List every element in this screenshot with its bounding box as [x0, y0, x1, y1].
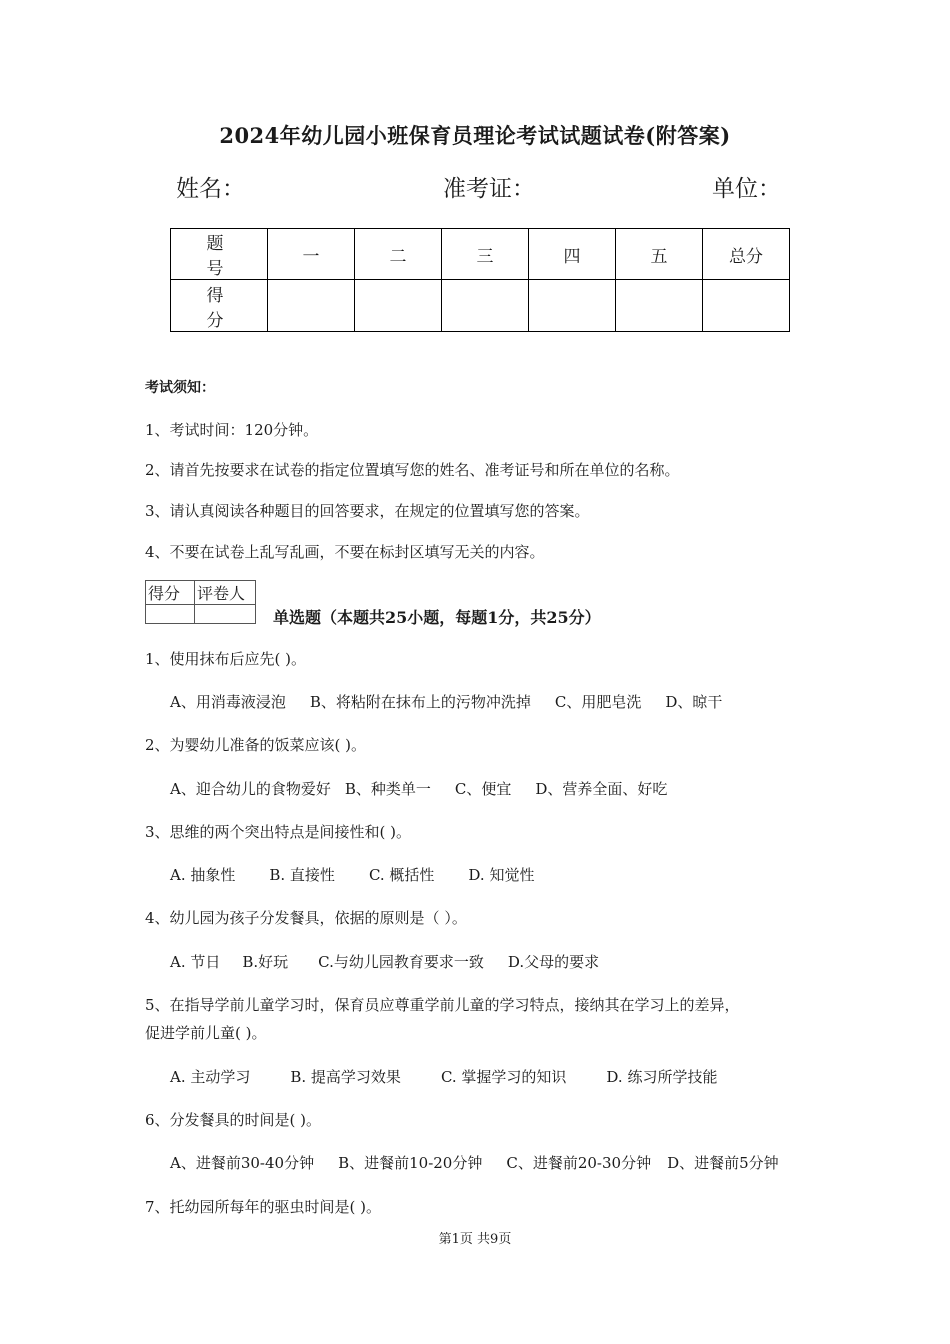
- score-cell[interactable]: [616, 280, 703, 332]
- column-header-total: 总分: [703, 229, 790, 280]
- page-footer: 第1页 共9页: [438, 1232, 512, 1247]
- option: D、营养全面、好吃: [535, 780, 668, 798]
- option: B. 直接性: [269, 866, 335, 884]
- option: A、迎合幼儿的食物爱好: [170, 780, 331, 798]
- notice-title: 考试须知：: [145, 380, 215, 396]
- option: C. 掌握学习的知识: [440, 1068, 567, 1086]
- option: A、进餐前30-40分钟: [170, 1154, 315, 1172]
- question-text: 3、思维的两个突出特点是间接性和( )。: [145, 823, 412, 841]
- question-text: 1、使用抹布后应先( )。: [145, 650, 307, 668]
- grader-score-cell[interactable]: [146, 605, 195, 624]
- score-table: [170, 228, 790, 332]
- options-row: [170, 691, 722, 712]
- option: C. 概括性: [368, 866, 435, 884]
- grader-reviewer-label: 评卷人: [195, 581, 256, 605]
- option: B、种类单一: [344, 780, 431, 798]
- question-text: 6、分发餐具的时间是( )。: [145, 1111, 322, 1129]
- option: B、将粘附在抹布上的污物冲洗掉: [309, 693, 531, 711]
- section-title: 单选题（本题共25小题，每题1分，共25分）: [273, 608, 601, 627]
- option: B、进餐前10-20分钟: [338, 1154, 483, 1172]
- question-number-label: 题 号: [171, 229, 268, 280]
- grader-score-label: 得分: [146, 581, 195, 605]
- page-title: 2024年幼儿园小班保育员理论考试试题试卷(附答案): [219, 123, 731, 148]
- name-field-label: 姓名：: [176, 176, 245, 202]
- option: D. 知觉性: [468, 866, 535, 884]
- grader-reviewer-cell[interactable]: [195, 605, 256, 624]
- options-row: [170, 1066, 717, 1087]
- option: A. 节日: [170, 953, 221, 971]
- column-header: 四: [529, 229, 616, 280]
- option: C、用肥皂洗: [554, 693, 642, 711]
- option: C.与幼儿园教育要求一致: [318, 953, 484, 971]
- notice-item: 1、考试时间：120分钟。: [145, 421, 319, 439]
- unit-field-label: 单位：: [712, 176, 781, 202]
- option: A、用消毒液浸泡: [170, 693, 286, 711]
- option: D.父母的要求: [507, 953, 600, 971]
- option: A. 主动学习: [170, 1068, 251, 1086]
- score-cell[interactable]: [529, 280, 616, 332]
- score-table-score-row: [171, 280, 790, 332]
- options-row: [170, 864, 534, 885]
- options-row: [170, 778, 667, 799]
- score-label: 得 分: [171, 280, 268, 332]
- notice-item: 2、请首先按要求在试卷的指定位置填写您的姓名、准考证号和所在单位的名称。: [145, 461, 680, 479]
- score-cell[interactable]: [268, 280, 355, 332]
- column-header: 二: [355, 229, 442, 280]
- options-row: [170, 951, 599, 972]
- option: D. 练习所学技能: [606, 1068, 718, 1086]
- option: D、晾干: [665, 693, 723, 711]
- column-header: 一: [268, 229, 355, 280]
- option: C、进餐前20-30分钟: [506, 1154, 652, 1172]
- column-header: 三: [442, 229, 529, 280]
- notice-item: 4、不要在试卷上乱写乱画，不要在标封区填写无关的内容。: [145, 543, 545, 561]
- score-table-header-row: [171, 229, 790, 280]
- question-text: 7、托幼园所每年的驱虫时间是( )。: [145, 1198, 382, 1216]
- option: C、便宜: [454, 780, 512, 798]
- option: A. 抽象性: [170, 866, 236, 884]
- question-text: 5、在指导学前儿童学习时，保育员应尊重学前儿童的学习特点，接纳其在学习上的差异，: [145, 996, 740, 1014]
- grader-box: [145, 580, 256, 624]
- question-text-continued: 促进学前儿童( )。: [145, 1024, 267, 1042]
- option: B.好玩: [242, 953, 289, 971]
- score-cell[interactable]: [442, 280, 529, 332]
- score-cell-total[interactable]: [703, 280, 790, 332]
- question-text: 2、为婴幼儿准备的饭菜应该( )。: [145, 736, 367, 754]
- notice-item: 3、请认真阅读各种题目的回答要求，在规定的位置填写您的答案。: [145, 502, 590, 520]
- options-row: [170, 1152, 779, 1173]
- option: B. 提高学习效果: [290, 1068, 401, 1086]
- column-header: 五: [616, 229, 703, 280]
- exam-id-field-label: 准考证：: [443, 176, 535, 202]
- question-text: 4、幼儿园为孩子分发餐具，依据的原则是（ ）。: [145, 909, 467, 927]
- score-cell[interactable]: [355, 280, 442, 332]
- option: D、进餐前5分钟: [667, 1154, 779, 1172]
